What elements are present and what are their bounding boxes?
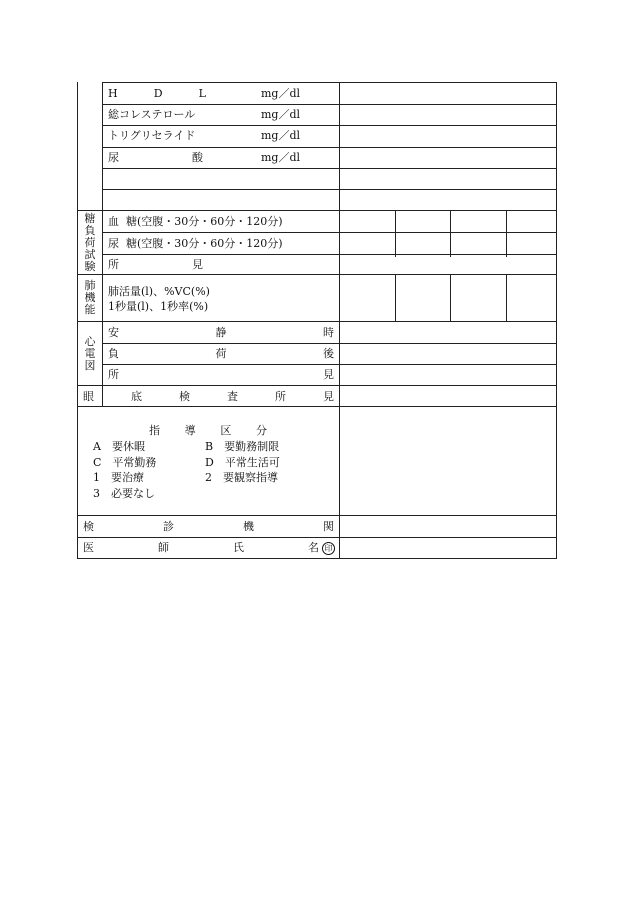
column-divider	[102, 82, 103, 407]
column-divider	[506, 274, 507, 321]
form-right-border	[556, 82, 557, 559]
row-divider	[102, 232, 557, 233]
hdl-unit: mg／dl	[261, 87, 301, 100]
row-divider	[77, 385, 557, 386]
column-divider	[395, 210, 396, 257]
total-cholesterol-unit: mg／dl	[261, 108, 301, 121]
blood-sugar-label: 血 糖(空腹・30分・60分・120分)	[108, 215, 283, 228]
guidance-option-2: 2 要観察指導	[205, 471, 278, 484]
row-divider	[102, 125, 557, 126]
guidance-option-c: C 平常勤務	[93, 456, 157, 469]
row-divider	[77, 537, 557, 538]
ecg-label: 心電図	[84, 335, 96, 372]
glucose-findings-label: 所 見	[108, 258, 203, 271]
ecg-load-label: 負 荷 後	[108, 347, 334, 360]
guidance-option-b: B 要勤務制限	[205, 440, 280, 453]
uric-acid-unit: mg／dl	[261, 151, 301, 164]
row-divider	[102, 254, 557, 255]
urine-sugar-label: 尿 糖(空腹・30分・60分・120分)	[108, 237, 283, 250]
row-divider	[102, 147, 557, 148]
uric-acid-label: 尿 酸	[108, 151, 203, 164]
guidance-title: 指 導 区 分	[149, 424, 267, 437]
fev1-label: 1秒量(l)、1秒率(%)	[108, 300, 209, 313]
row-divider	[77, 558, 557, 559]
seal-mark	[322, 541, 335, 555]
vital-capacity-label: 肺活量(l)、%VC(%)	[108, 285, 210, 298]
guidance-option-d: D 平常生活可	[205, 456, 280, 469]
guidance-option-1: 1 要治療	[93, 471, 144, 484]
row-divider	[102, 104, 557, 105]
ecg-findings-label: 所 見	[108, 368, 334, 381]
glucose-test-label: 糖負荷試験	[84, 212, 96, 273]
form-left-border	[77, 82, 78, 559]
column-divider	[395, 274, 396, 321]
row-divider	[102, 189, 557, 190]
row-divider	[77, 210, 557, 211]
column-divider	[450, 210, 451, 257]
doctor-name-label: 医 師 氏 名	[83, 541, 319, 554]
column-divider	[450, 274, 451, 321]
seal-icon: 印	[322, 542, 335, 555]
row-divider	[77, 321, 557, 322]
row-divider	[77, 274, 557, 275]
row-divider	[77, 406, 557, 407]
row-divider	[102, 343, 557, 344]
lung-function-label: 肺機能	[84, 279, 96, 316]
hdl-label: H D L	[108, 87, 206, 100]
guidance-option-3: 3 必要なし	[93, 487, 155, 500]
triglyceride-label: トリグリセライド	[108, 129, 196, 142]
row-divider	[102, 364, 557, 365]
ecg-rest-label: 安 静 時	[108, 326, 334, 339]
row-divider	[102, 82, 557, 83]
row-divider	[77, 515, 557, 516]
institution-label: 検 診 機 関	[83, 520, 334, 533]
health-exam-form	[77, 82, 557, 559]
fundus-exam-label: 眼 底 検 査 所 見	[83, 390, 334, 403]
guidance-option-a: A 要休暇	[93, 440, 145, 453]
row-divider	[102, 168, 557, 169]
triglyceride-unit: mg／dl	[261, 129, 301, 142]
column-divider	[339, 82, 340, 559]
total-cholesterol-label: 総コレステロール	[108, 108, 196, 121]
column-divider	[506, 210, 507, 257]
